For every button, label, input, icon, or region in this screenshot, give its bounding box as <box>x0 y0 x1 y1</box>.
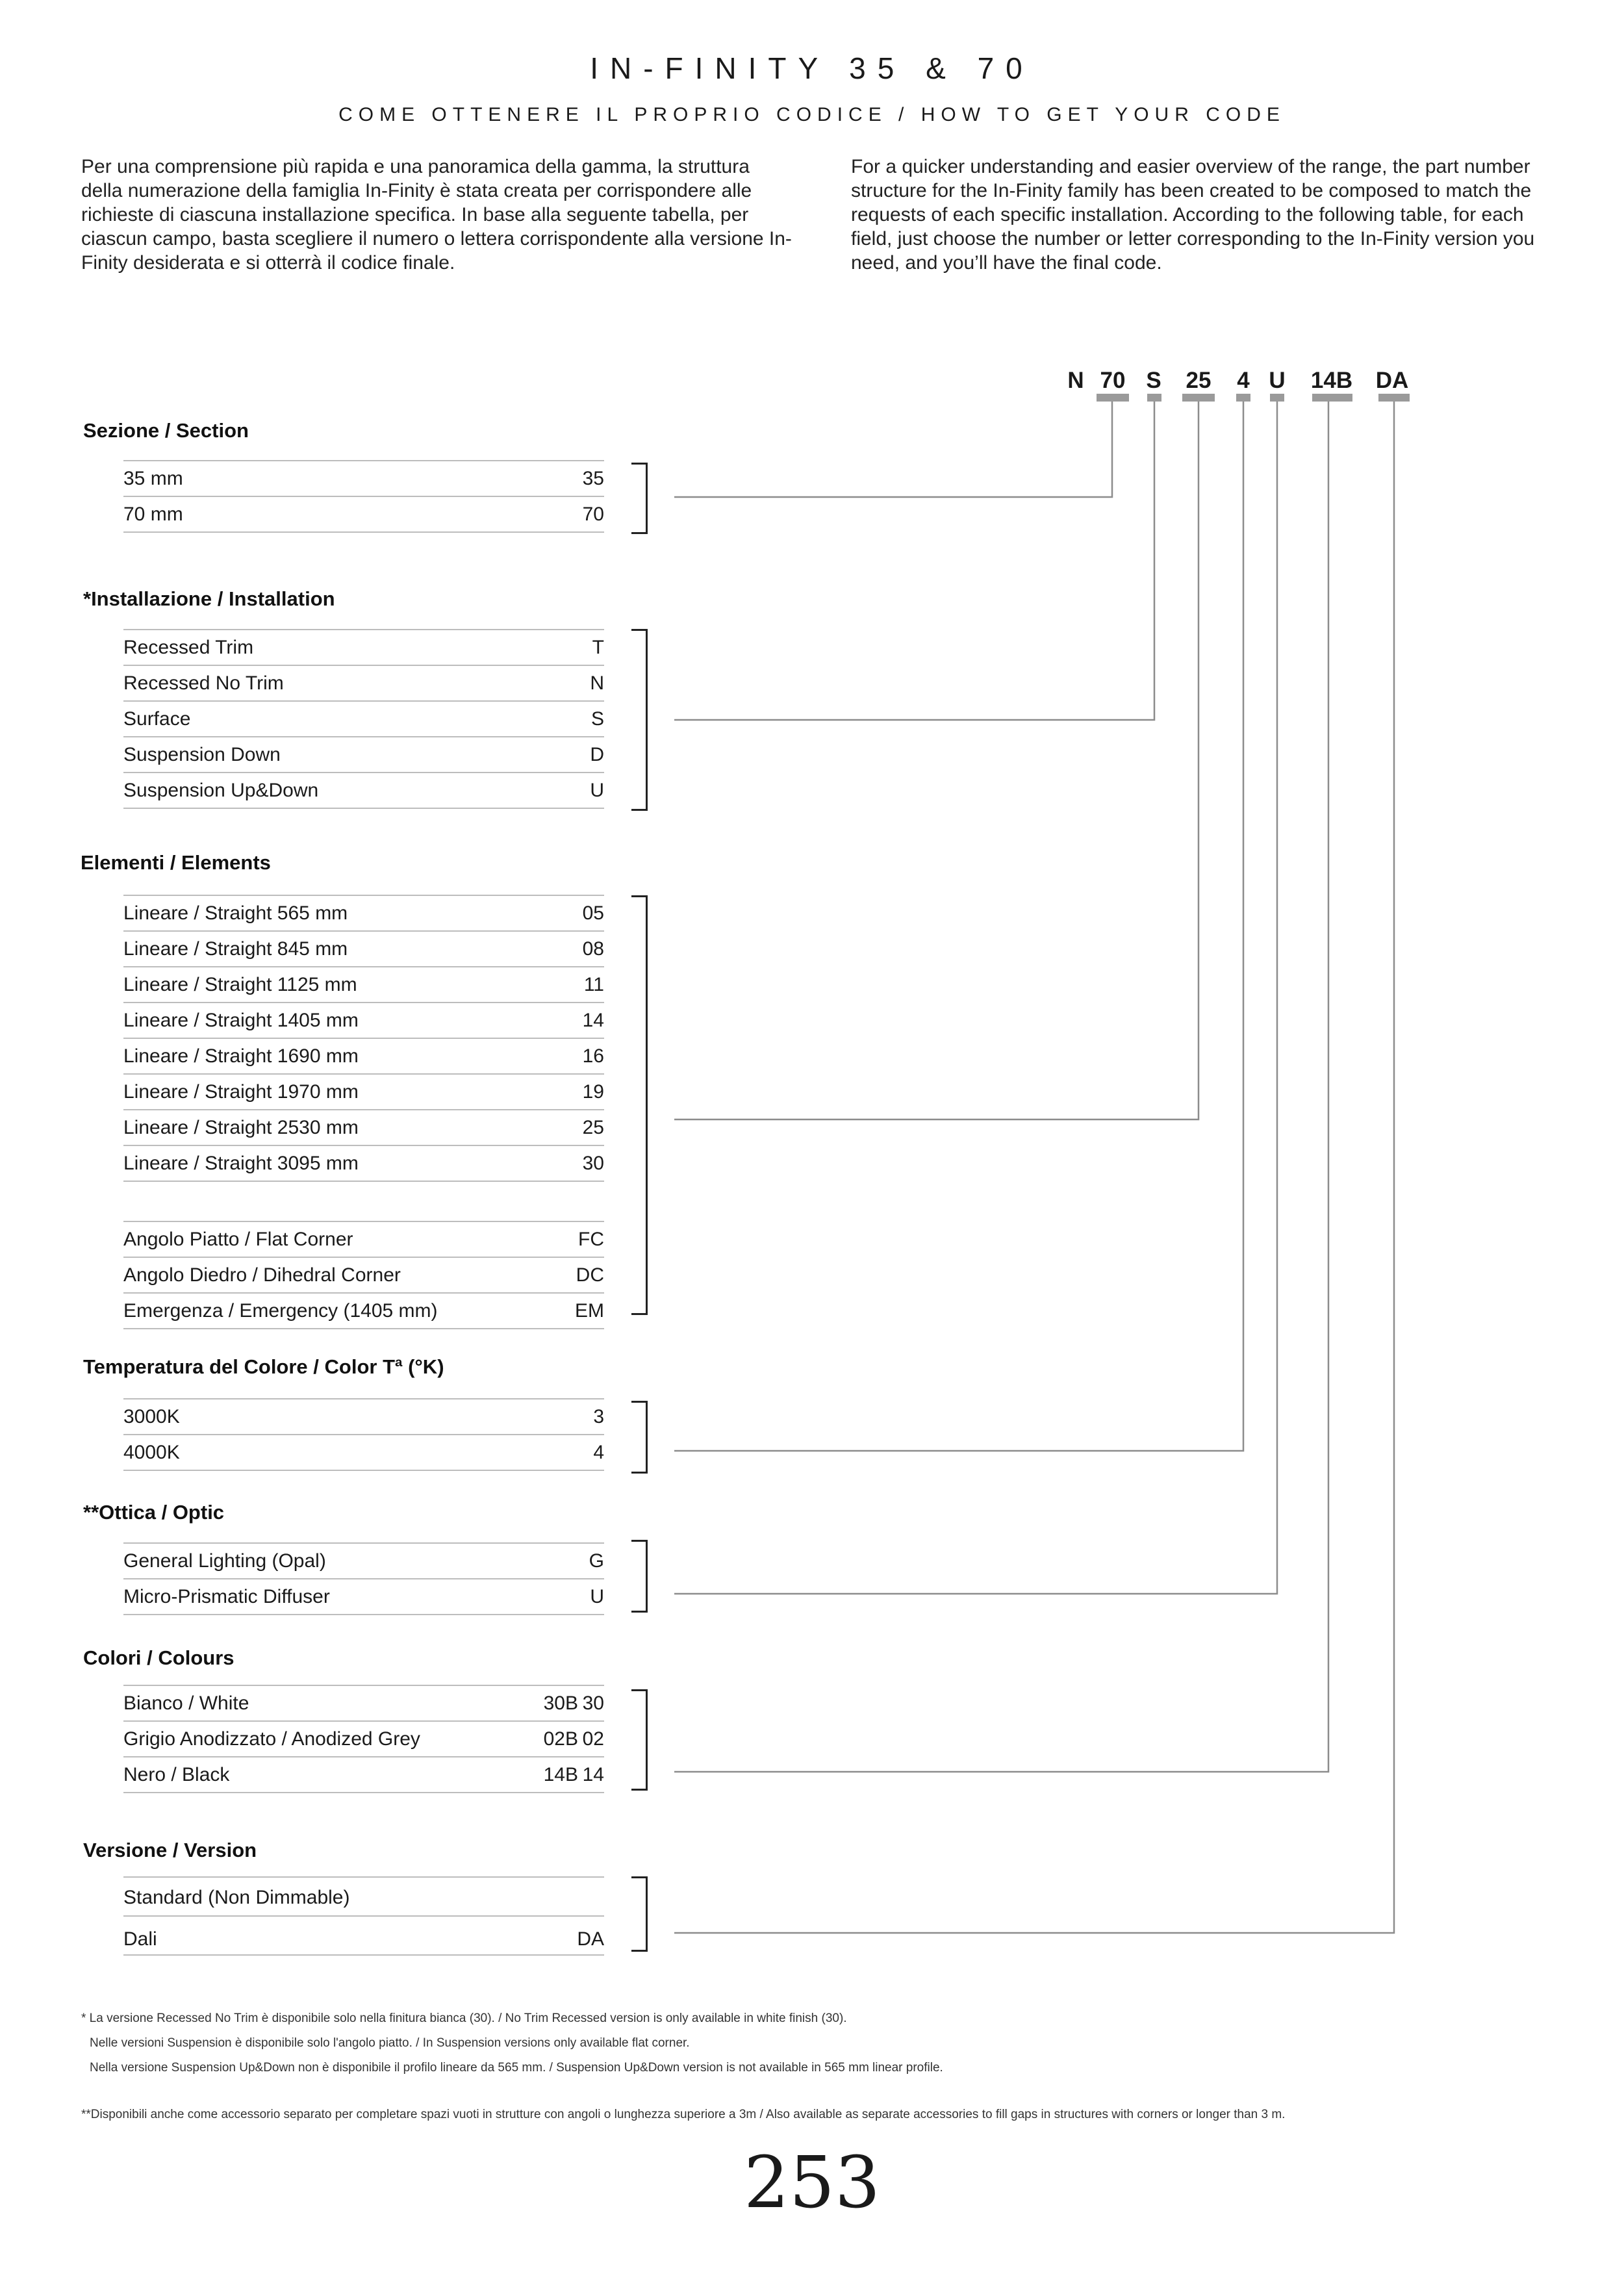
code-char-version: DA <box>1375 368 1409 393</box>
table-row: 35 mm 35 <box>123 460 604 497</box>
section-table-section <box>123 460 604 533</box>
bracket-optic <box>631 1540 648 1613</box>
bracket-section <box>631 463 648 534</box>
connector-elements <box>674 402 1199 1119</box>
intro-english: For a quicker understanding and easier overview of the range, the part number structure for the In-Finity family has been created to be composed to match the requests of each specific installation. According to the following table, for each field, just choose the number or letter corresponding to the In-Finity version you need, and you’ll have the final code. <box>851 156 1535 274</box>
table-row: Lineare / Straight 845 mm 08 <box>123 932 604 967</box>
section-table-version <box>123 1876 604 1956</box>
code-char-optic: U <box>1269 368 1286 393</box>
table-row: Bianco / White 30B 30 <box>123 1685 604 1722</box>
footnote-suspension-updown: Nella versione Suspension Up&Down non è disponibile il profilo lineare da 565 mm. / Suspension Up&Down version is not available in 565 mm linear profile. <box>90 2061 943 2075</box>
section-table-elements <box>123 895 604 1329</box>
table-row: Lineare / Straight 1405 mm 14 <box>123 1003 604 1039</box>
connector-optic <box>674 402 1277 1594</box>
page-subtitle: COME OTTENERE IL PROPRIO CODICE / HOW TO GET YOUR CODE <box>338 104 1286 125</box>
section-title-version: Versione / Version <box>83 1839 257 1861</box>
table-row: Grigio Anodizzato / Anodized Grey 02B 02 <box>123 1722 604 1757</box>
table-row: Angolo Diedro / Dihedral Corner DC <box>123 1258 604 1294</box>
section-table-optic <box>123 1542 604 1615</box>
table-row: Recessed No Trim N <box>123 666 604 702</box>
code-char-temperature: 4 <box>1237 368 1250 393</box>
footnote-suspension-corner: Nelle versioni Suspension è disponibile solo l'angolo piatto. / In Suspension versions only available flat corner. <box>90 2036 690 2050</box>
code-char-installation: S <box>1146 368 1161 393</box>
table-row: Lineare / Straight 3095 mm 30 <box>123 1146 604 1182</box>
table-row: Nero / Black 14B 14 <box>123 1757 604 1793</box>
section-title-colours: Colori / Colours <box>83 1646 235 1669</box>
table-row: Lineare / Straight 565 mm 05 <box>123 895 604 932</box>
page-number: 253 <box>744 2141 880 2224</box>
intro-italian: Per una comprensione più rapida e una panoramica della gamma, la struttura della numerazione della famiglia In-Finity è stata creata per corrispondere alle richieste di ciascuna installazione specifica. In base alla seguente tabella, per ciascun campo, basta scegliere il numero o lettera corrispondente alla versione In-Finity desiderata e si otterrà il codice finale. <box>81 156 792 274</box>
section-title-temperature: Temperatura del Colore / Color Tª (°K) <box>83 1355 444 1378</box>
section-title-optic: **Ottica / Optic <box>83 1501 225 1524</box>
code-char-elements: 25 <box>1186 368 1212 393</box>
page-title: IN-FINITY 35 & 70 <box>590 51 1034 85</box>
table-row: 4000K 4 <box>123 1435 604 1471</box>
table-row: Recessed Trim T <box>123 629 604 666</box>
table-row: Angolo Piatto / Flat Corner FC <box>123 1221 604 1258</box>
table-row: Micro-Prismatic Diffuser U <box>123 1579 604 1615</box>
bracket-version <box>631 1876 648 1952</box>
section-table-colours <box>123 1685 604 1793</box>
connector-section <box>674 402 1112 497</box>
section-table-temperature <box>123 1398 604 1471</box>
section-title-elements: Elementi / Elements <box>81 851 271 874</box>
table-row: Dali DA <box>123 1917 604 1956</box>
table-row: Emergenza / Emergency (1405 mm) EM <box>123 1294 604 1329</box>
table-row: Lineare / Straight 1125 mm 11 <box>123 967 604 1003</box>
connector-colour <box>674 402 1328 1772</box>
table-row: 3000K 3 <box>123 1398 604 1435</box>
section-title-installation: *Installazione / Installation <box>83 587 335 610</box>
bracket-elements <box>631 895 648 1315</box>
connector-temperature <box>674 402 1243 1451</box>
table-row: Standard (Non Dimmable) <box>123 1876 604 1917</box>
section-title-section: Sezione / Section <box>83 419 249 442</box>
footnote-installation: * La versione Recessed No Trim è disponibile solo nella finitura bianca (30). / No Trim Recessed version is only available in white finish (30). <box>81 2012 847 2025</box>
code-char-section: 70 <box>1100 368 1126 393</box>
code-char-colour: 14B <box>1310 368 1353 393</box>
section-table-installation <box>123 629 604 809</box>
table-row: Lineare / Straight 2530 mm 25 <box>123 1110 604 1146</box>
footnote-accessories: **Disponibili anche come accessorio separato per completare spazi vuoti in strutture con angoli o lunghezza superiore a 3m / Also available as separate accessories to fill gaps in structures with corners or longer than 3 m. <box>81 2108 1286 2121</box>
table-row: 70 mm 70 <box>123 497 604 533</box>
code-char-n: N <box>1067 368 1084 393</box>
bracket-colours <box>631 1689 648 1791</box>
bracket-temperature <box>631 1401 648 1474</box>
bracket-installation <box>631 629 648 811</box>
table-row: Surface S <box>123 702 604 737</box>
table-row: Suspension Down D <box>123 737 604 773</box>
connector-installation <box>674 402 1154 720</box>
table-row: General Lighting (Opal) G <box>123 1542 604 1579</box>
connector-version <box>674 402 1394 1933</box>
table-row: Suspension Up&Down U <box>123 773 604 809</box>
table-row: Lineare / Straight 1970 mm 19 <box>123 1075 604 1110</box>
table-row: Lineare / Straight 1690 mm 16 <box>123 1039 604 1075</box>
